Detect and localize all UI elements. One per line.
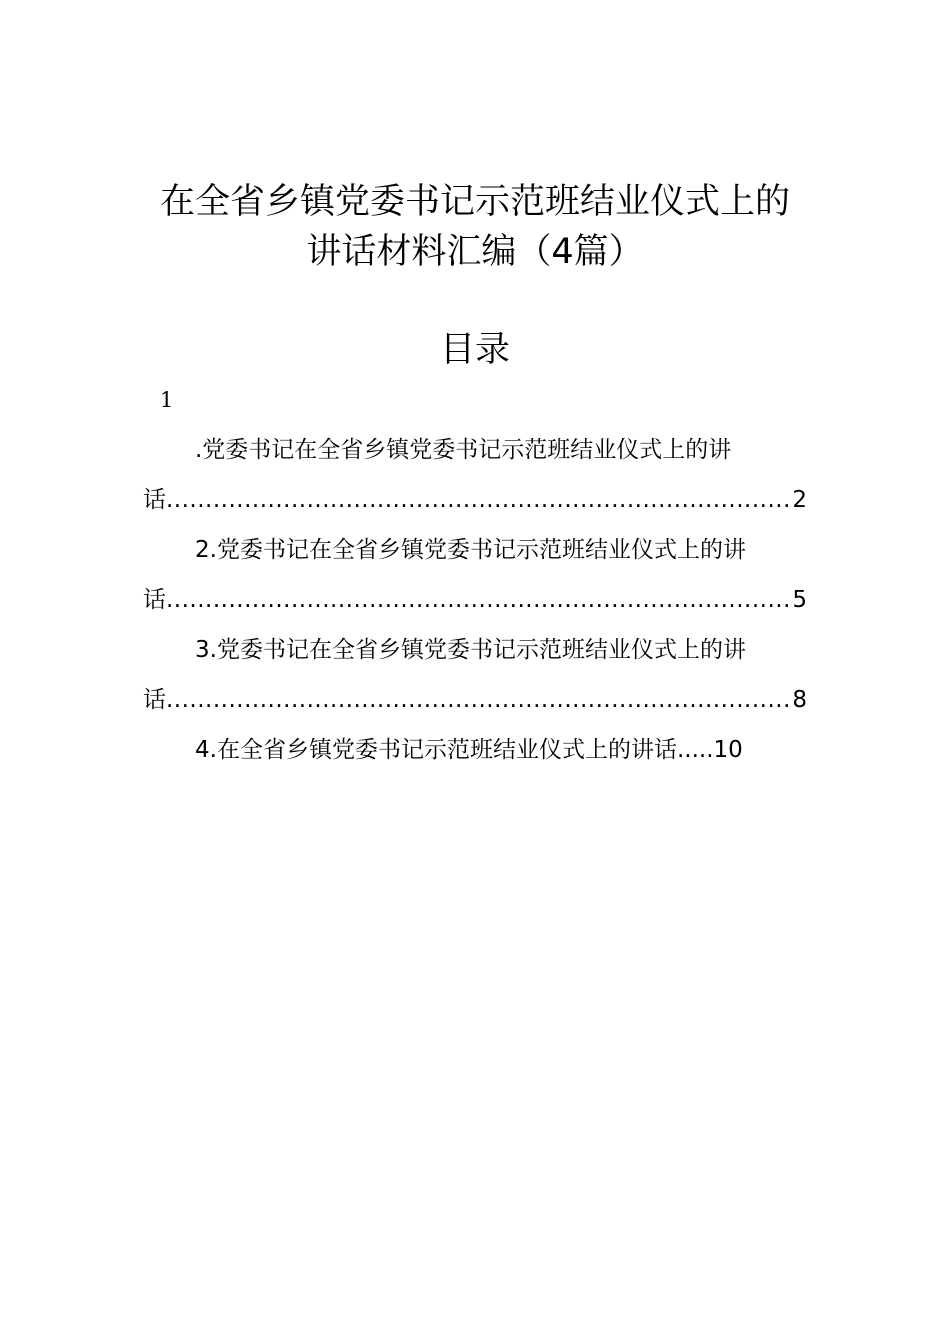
toc-entry-1-continuation[interactable] [143, 482, 807, 518]
toc-entry-1-page-number: 2 [792, 487, 807, 513]
document-title-line-1: 在全省乡镇党委书记示范班结业仪式上的 [159, 182, 790, 222]
toc-entry-3-title-end: 话 [143, 687, 166, 713]
toc-entry-2-leader-dots [166, 582, 790, 618]
toc-entry-2-title[interactable]: 2.党委书记在全省乡镇党委书记示范班结业仪式上的讲 [195, 537, 746, 563]
toc-entry-2-title-end: 话 [143, 587, 166, 613]
toc-entry-2-continuation[interactable] [143, 582, 807, 618]
toc-entry-1-leader-dots [166, 482, 790, 518]
toc-entry-2-page-number: 5 [792, 587, 807, 613]
toc-entry-1-title-end: 话 [143, 487, 166, 513]
document-title-line-2: 讲话材料汇编（4篇） [306, 232, 644, 272]
toc-entry-3-title[interactable]: 3.党委书记在全省乡镇党委书记示范班结业仪式上的讲 [195, 637, 746, 663]
toc-entry-3-continuation[interactable] [143, 682, 807, 718]
toc-entry-3-page-number: 8 [792, 687, 807, 713]
toc-entry-4-title[interactable]: 4.在全省乡镇党委书记示范班结业仪式上的讲话.....10 [195, 737, 743, 763]
toc-entry-1-title[interactable]: .党委书记在全省乡镇党委书记示范班结业仪式上的讲 [195, 437, 732, 463]
toc-entry-3-leader-dots [166, 682, 790, 718]
toc-heading: 目录 [439, 330, 510, 370]
list-number: 1 [160, 388, 174, 412]
